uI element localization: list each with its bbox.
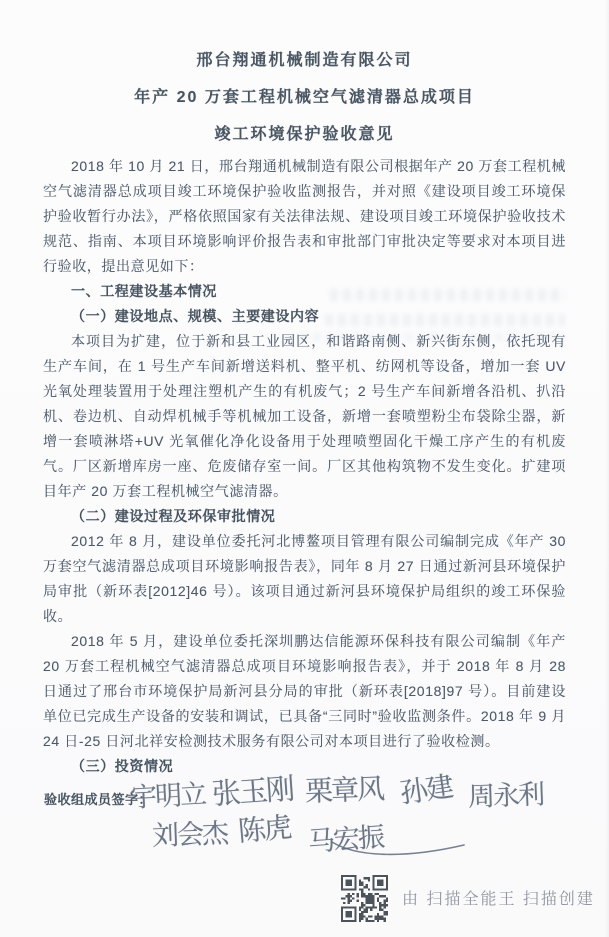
ink-bleedthrough [325,314,565,326]
handwritten-signature: 刘会杰 [151,818,228,851]
signature-flourish-stroke [328,838,468,862]
section1-heading: 一、工程建设基本情况 [71,283,217,299]
handwritten-signature: 周永利 [467,779,544,812]
subsection1-heading: （一）建设地点、规模、主要建设内容 [71,308,320,324]
document-title-project: 年产 20 万套工程机械空气滤清器总成项目 [134,89,475,106]
document-title-company: 邢台翔通机械制造有限公司 [196,52,413,69]
intro-paragraph: 2018 年 10 月 21 日，邢台翔通机械制造有限公司根据年产 20 万套工程机械空气滤清器总成项目竣工环境保护验收监测报告，并对照《建设项目竣工环境保护验收暂行办法》，严格依照国家有关法律法规、建设项目竣工环境保护验收技术规范、指南、本项目环境影响评价报告表和审批部门审批决定等要求对本项目进行验收，提出意见如下： [43,158,566,274]
handwritten-signature: 孙建 [398,770,454,809]
signature-line-label: 验收组成员签字： [44,792,153,807]
handwritten-signature: 栗章风 [304,773,384,807]
approval-2018-paragraph: 2018 年 5 月，建设单位委托深圳鹏达信能源环保科技有限公司编制《年产 20 万套工程机械空气滤清器总成项目环境影响报告表》，并于 2018 年 8 月 28 日通过了邢台市环境保护局新河县分局的审批（新环表[2018]97 号）。目前建设单位已完成生产设备的安装和调试，已具备“三同时”验收监测条件。2018 年 9 月 24 日-25 日河北祥安检测技术服务有限公司对本项目进行了验收检测。 [43,633,566,749]
qr-code [341,875,388,922]
document-title-subject: 竣工环境保护验收意见 [214,126,395,143]
handwritten-signature: 陈虎 [236,811,292,847]
ink-bleedthrough [330,289,565,301]
construction-content-paragraph: 本项目为扩建，位于新和县工业园区，和谐路南侧、新兴街东侧，依托现有生产车间，在 1 号生产车间新增送料机、整平机、纺网机等设备，增加一套 UV 光氧处理装置用于处理注塑机产生的有机废气；2 号生产车间新增各沿机、扒沿机、卷边机、自动焊机械手等机械加工设备，新增一套喷塑粉尘布袋除尘器，新增一套喷淋塔+UV 光氧催化净化设备用于处理喷塑固化干燥工序产生的有机废气。厂区新增库房一座、危废储存室一间。厂区其他构筑物不发生变化。扩建项目年产 20 万套工程机械空气滤清器。 [43,333,566,499]
scanner-attribution-text: 由 扫描全能王 扫描创建 [402,891,595,908]
subsection3-heading: （三）投资情况 [71,758,174,774]
approval-2012-paragraph: 2012 年 8 月，建设单位委托河北博鳌项目管理有限公司编制完成《年产 30 万套空气滤清器总成项目环境影响报告表》，同年 8 月 27 日通过新河县环境保护局审批（新环表[2012]46 号）。该项目通过新河县环境保护局组织的竣工环保验收。 [43,533,566,624]
handwritten-signature: 宇明立 [129,779,206,813]
handwritten-signature: 马宏振 [307,821,385,857]
document-body [43,154,566,779]
ink-bleedthrough [300,333,565,341]
title-block [0,42,609,153]
subsection2-heading: （二）建设过程及环保审批情况 [71,508,276,524]
handwritten-signature: 张玉刚 [211,773,295,811]
